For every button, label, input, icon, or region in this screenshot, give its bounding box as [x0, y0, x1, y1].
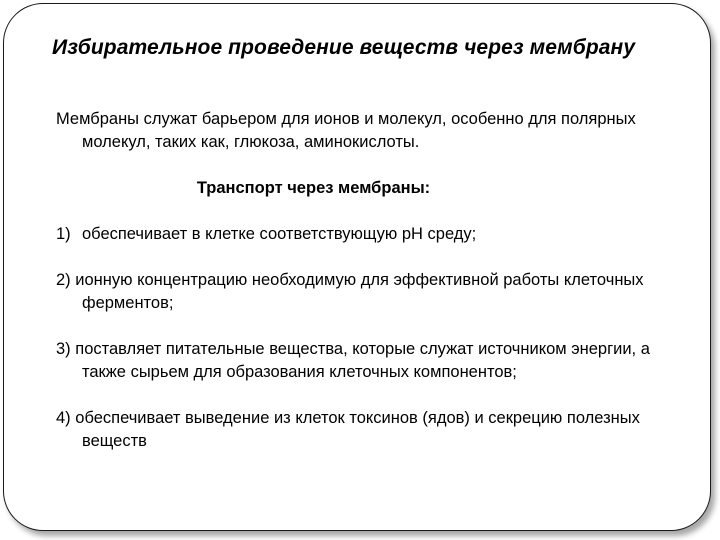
list-item-2 [56, 269, 686, 315]
list-item-4 [56, 407, 686, 453]
transport-subheading: Транспорт через мембраны: [196, 179, 431, 197]
list-item-3 [56, 338, 686, 384]
list-text-1: обеспечивает в клетке соответствующую pH среду; [82, 225, 477, 243]
slide-body [56, 108, 686, 453]
list-marker-2: 2) [56, 271, 71, 289]
list-text-4: обеспечивает выведение из клеток токсинов (ядов) и секрецию полезных веществ [75, 409, 640, 450]
slide-title: Избирательное проведение веществ через мембрану [52, 36, 636, 59]
intro-paragraph: Мембраны служат барьером для ионов и молекул, особенно для полярных молекул, таких как, глюкоза, аминокислоты. [56, 110, 636, 151]
list-marker-3: 3) [56, 340, 71, 358]
list-marker-1: 1) [56, 225, 71, 243]
list-item-1 [56, 223, 686, 246]
list-marker-4: 4) [56, 409, 71, 427]
list-text-2: ионную концентрацию необходимую для эффективной работы клеточных ферментов; [75, 271, 644, 312]
list-text-3: поставляет питательные вещества, которые служат источником энергии, а также сырьем для образования клеточных компонентов; [75, 340, 650, 381]
